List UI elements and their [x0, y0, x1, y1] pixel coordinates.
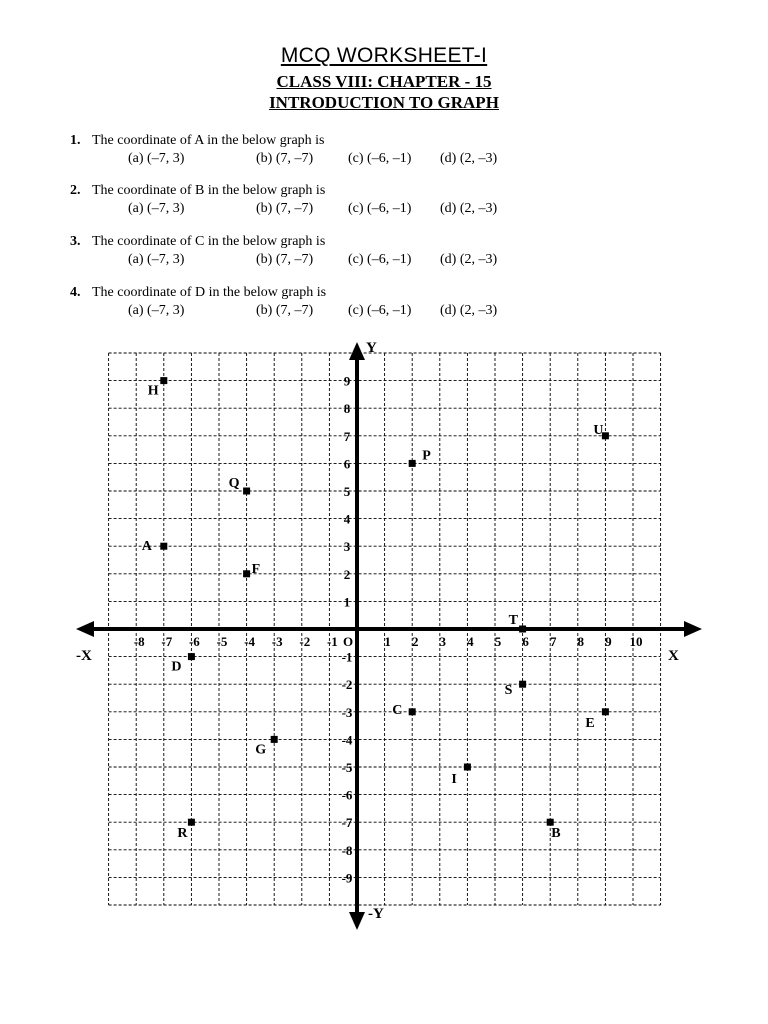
point-marker-i [464, 764, 471, 771]
option-a: (a) (–7, 3) [128, 252, 185, 267]
point-marker-p [409, 460, 416, 467]
question-number: 3. [70, 234, 81, 249]
option-c: (c) (–6, –1) [348, 151, 412, 166]
question-text: The coordinate of B in the below graph is [92, 183, 326, 198]
point-label-u: U [593, 422, 604, 438]
x-tick-label: -4 [244, 634, 256, 649]
x-tick-label: -2 [299, 634, 311, 649]
x-tick-label: -5 [216, 634, 228, 649]
y-axis-pos-arrow [349, 342, 365, 360]
x-tick-label: 6 [522, 634, 529, 649]
worksheet-title: MCQ WORKSHEET-I [280, 44, 488, 67]
point-label-h: H [147, 383, 159, 399]
point-label-s: S [504, 683, 513, 699]
option-a: (a) (–7, 3) [128, 201, 185, 216]
point-marker-b [547, 819, 554, 826]
x-tick-label: 9 [605, 634, 612, 649]
x-tick-label: -7 [161, 634, 173, 649]
point-marker-d [188, 653, 195, 660]
point-marker-e [602, 708, 609, 715]
point-label-q: Q [228, 476, 240, 491]
y-tick-label: 7 [343, 428, 351, 444]
question-number: 1. [70, 133, 81, 148]
point-marker-q [243, 488, 250, 495]
x-tick-label: -1 [326, 634, 338, 649]
option-b: (b) (7, –7) [256, 151, 314, 166]
y-tick-label: -6 [341, 787, 353, 803]
x-tick-label: 5 [494, 634, 502, 649]
option-c: (c) (–6, –1) [348, 303, 412, 318]
point-label-i: I [451, 772, 457, 787]
y-tick-label: -5 [341, 760, 353, 775]
x-tick-label: -6 [188, 634, 200, 649]
y-tick-label: 1 [343, 594, 351, 610]
y-tick-label: -9 [341, 870, 353, 886]
option-d: (d) (2, –3) [440, 201, 498, 216]
point-marker-a [160, 543, 167, 550]
point-label-d: D [171, 659, 182, 675]
y-tick-label: 2 [343, 566, 351, 582]
option-d: (d) (2, –3) [440, 151, 498, 166]
x-tick-label: 7 [549, 634, 557, 649]
x-tick-label: 4 [467, 634, 474, 649]
point-label-t: T [508, 613, 518, 628]
option-b: (b) (7, –7) [256, 252, 314, 267]
y-tick-label: -2 [341, 677, 353, 693]
option-c: (c) (–6, –1) [348, 252, 412, 267]
point-marker-f [243, 570, 250, 577]
y-tick-label: 8 [343, 401, 351, 417]
point-label-b: B [551, 826, 561, 842]
x-axis-positive-label: X [668, 648, 679, 664]
point-marker-t [519, 626, 526, 633]
point-label-f: F [251, 561, 261, 577]
x-axis-neg-arrow [76, 621, 94, 637]
question-number: 2. [70, 183, 81, 198]
point-label-e: E [585, 715, 595, 731]
y-tick-label: -8 [341, 842, 353, 858]
question-text: The coordinate of A in the below graph is [92, 133, 325, 148]
y-tick-label: -3 [341, 704, 353, 720]
y-tick-label: 6 [343, 456, 351, 472]
y-tick-label: -4 [341, 732, 353, 748]
option-b: (b) (7, –7) [256, 303, 314, 318]
point-marker-c [409, 708, 416, 715]
y-axis-negative-label: -Y [368, 906, 384, 922]
question-number: 4. [70, 285, 81, 300]
y-tick-label: 3 [343, 539, 351, 555]
x-tick-label: 1 [384, 634, 391, 649]
point-marker-r [188, 819, 195, 826]
option-d: (d) (2, –3) [440, 303, 498, 318]
y-tick-label: -7 [341, 815, 353, 831]
topic-heading: INTRODUCTION TO GRAPH [269, 93, 499, 112]
x-tick-label: 10 [629, 634, 643, 649]
option-b: (b) (7, –7) [256, 201, 314, 216]
option-c: (c) (–6, –1) [348, 201, 412, 216]
point-label-a: A [141, 539, 152, 555]
point-label-p: P [422, 448, 431, 464]
y-tick-label: -1 [341, 649, 353, 665]
y-tick-label: 4 [343, 511, 351, 527]
x-tick-label: O [342, 634, 354, 649]
point-label-c: C [392, 702, 403, 718]
class-chapter-heading: CLASS VIII: CHAPTER - 15 [276, 72, 492, 91]
y-axis-neg-arrow [349, 912, 365, 930]
x-tick-label: 3 [439, 634, 447, 649]
question-text: The coordinate of C in the below graph is [92, 234, 326, 249]
point-label-r: R [177, 826, 188, 842]
question-text: The coordinate of D in the below graph is [92, 285, 327, 300]
point-label-g: G [255, 742, 267, 758]
option-a: (a) (–7, 3) [128, 151, 185, 166]
point-marker-s [519, 681, 526, 688]
y-tick-label: 5 [343, 484, 351, 499]
x-tick-label: -3 [271, 634, 283, 649]
option-d: (d) (2, –3) [440, 252, 498, 267]
option-a: (a) (–7, 3) [128, 303, 185, 318]
y-tick-label: 9 [343, 373, 351, 389]
x-tick-label: 8 [577, 634, 585, 649]
point-marker-h [160, 377, 167, 384]
x-tick-label: -8 [133, 634, 145, 649]
y-axis-positive-label: Y [366, 340, 377, 356]
x-tick-label: 2 [411, 634, 419, 649]
x-axis-negative-label: -X [76, 648, 92, 664]
x-axis-pos-arrow [684, 621, 702, 637]
point-marker-g [271, 736, 278, 743]
